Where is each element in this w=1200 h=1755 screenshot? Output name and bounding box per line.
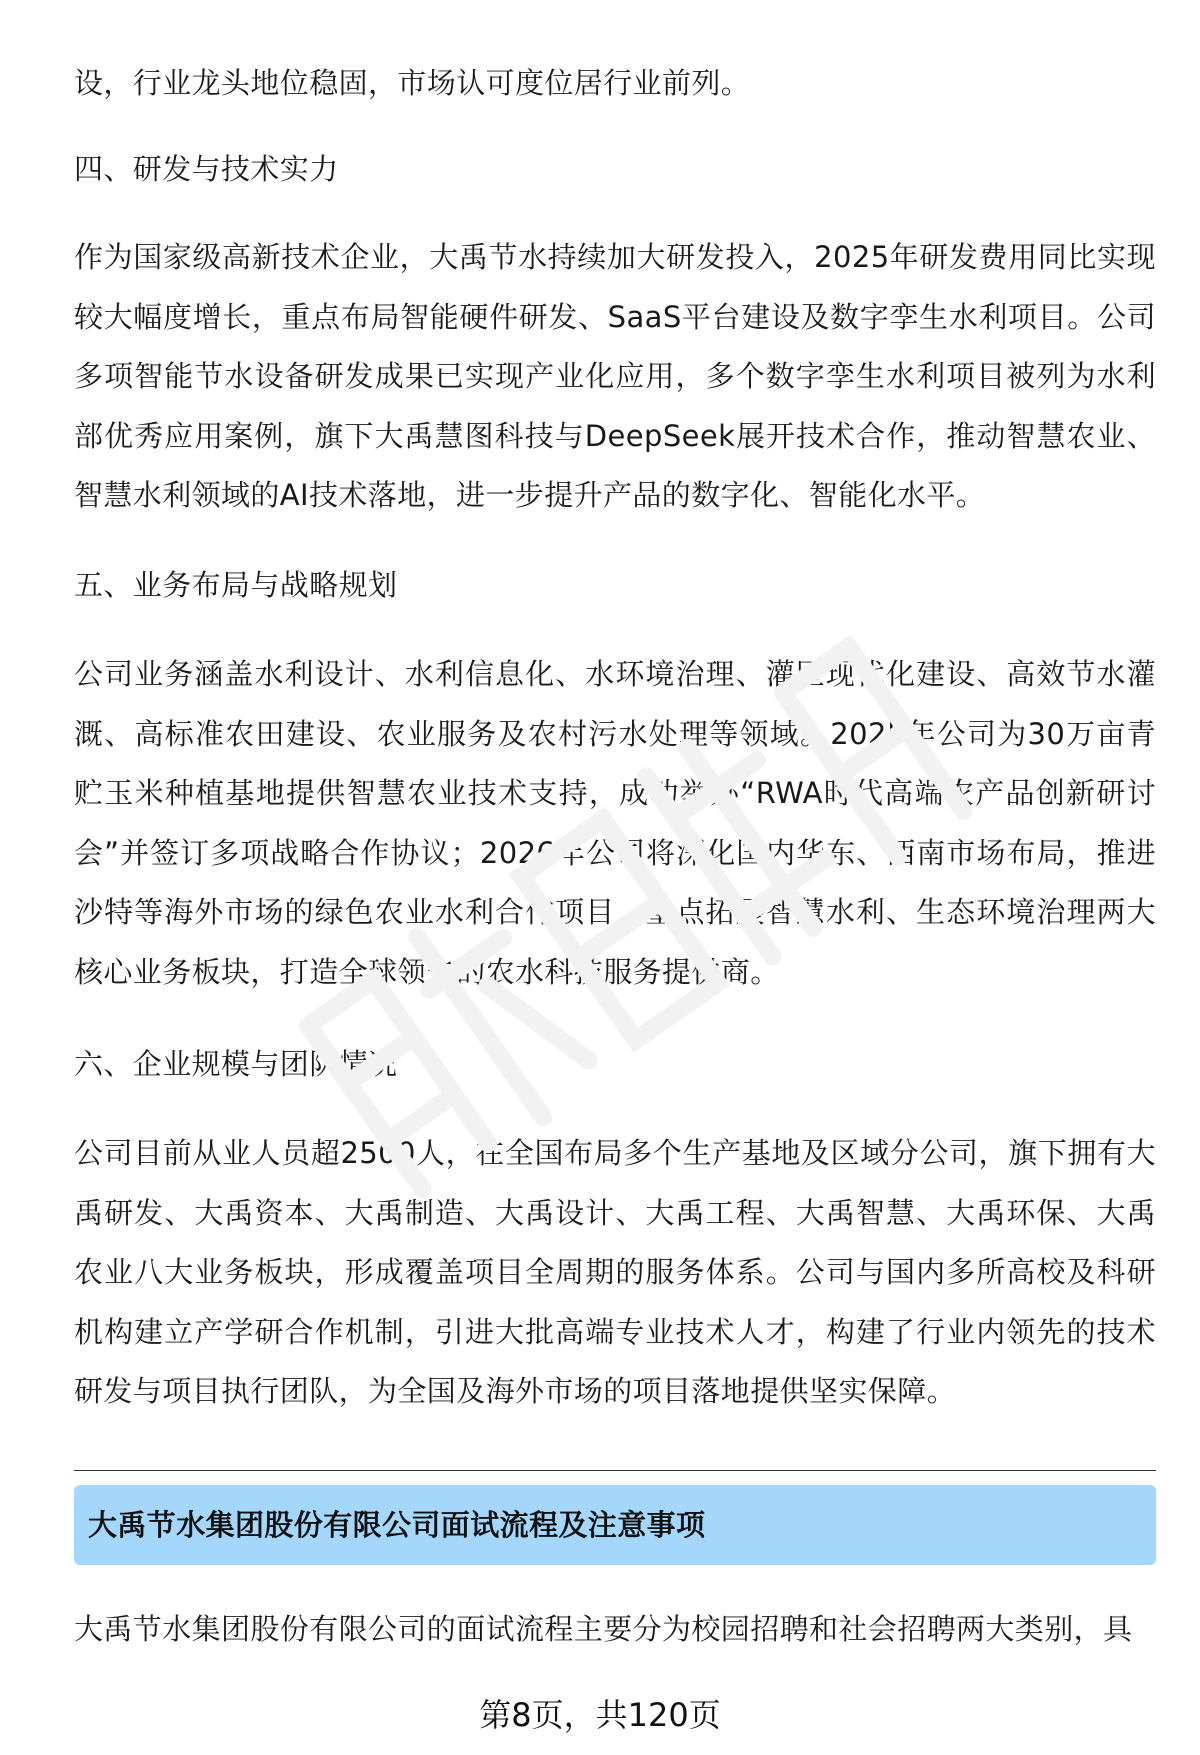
section-heading-business: 五、业务布局与战略规划 — [74, 568, 398, 602]
paragraph-team: 公司目前从业人员超2500人，在全国布局多个生产基地及区域分公司，旗下拥有大禹研发、大禹资本、大禹制造、大禹设计、大禹工程、大禹智慧、大禹环保、大禹农业八大业务板块，形成覆盖项目全周期的服务体系。公司与国内多所高校及科研机构建立产学研合作机制，引进大批高端专业技术人才，构建了行业内领先的技术研发与项目执行团队，为全国及海外市场的项目落地提供坚实保障。 — [74, 1136, 1156, 1408]
paragraph-business: 公司业务涵盖水利设计、水利信息化、水环境治理、灌区现代化建设、高效节水灌溉、高标准农田建设、农业服务及农村污水处理等领域。2025年公司为30万亩青贮玉米种植基地提供智慧农业技术支持，成功举办“RWA时代高端农产品创新研讨会”并签订多项战略合作协议；2026年公司将深化国内华东、西南市场布局，推进沙特等海外市场的绿色农业水利合作项目，重点拓展智慧水利、生态环境治理两大核心业务板块，打造全球领先的农水科技服务提供商。 — [74, 657, 1156, 989]
paragraph-rnd: 作为国家级高新技术企业，大禹节水持续加大研发投入，2025年研发费用同比实现较大幅度增长，重点布局智能硬件研发、SaaS平台建设及数字孪生水利项目。公司多项智能节水设备研发成果已实现产业化应用，多个数字孪生水利项目被列为水利部优秀应用案例，旗下大禹慧图科技与DeepSeek展开技术合作，推动智慧农业、智慧水利领域的AI技术落地，进一步提升产品的数字化、智能化水平。 — [74, 240, 1156, 512]
section-divider — [74, 1470, 1156, 1471]
section-title-box — [74, 1485, 1156, 1565]
section-heading-team: 六、企业规模与团队情况 — [74, 1047, 398, 1081]
paragraph-continuation: 设，行业龙头地位稳固，市场认可度位居行业前列。 — [74, 66, 751, 100]
section-title: 大禹节水集团股份有限公司面试流程及注意事项 — [88, 1508, 706, 1542]
paragraph-interview-intro: 大禹节水集团股份有限公司的面试流程主要分为校园招聘和社会招聘两大类别，具 — [74, 1612, 1133, 1646]
section-heading-rnd: 四、研发与技术实力 — [74, 152, 339, 186]
page-footer: 第8页，共120页 — [479, 1696, 721, 1734]
